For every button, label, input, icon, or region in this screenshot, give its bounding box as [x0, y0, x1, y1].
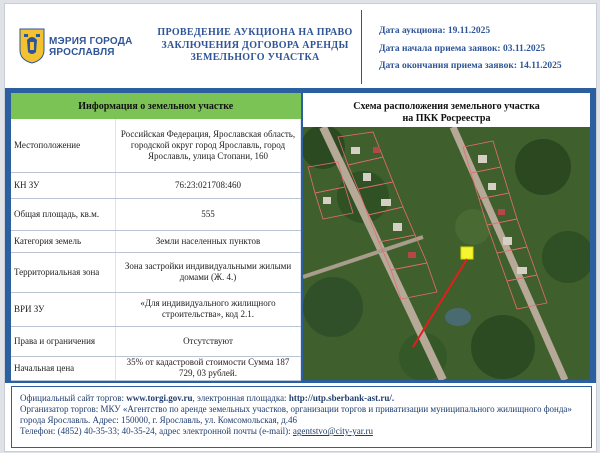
application-start-date: Дата начала приема заявок: 03.11.2025 — [379, 43, 546, 54]
footer-line-sites — [12, 393, 591, 404]
coat-of-arms-icon — [19, 28, 45, 64]
cadastral-map[interactable] — [303, 127, 590, 380]
official-site-link[interactable]: www.torgi.gov.ru — [126, 393, 193, 403]
row-label: Начальная цена — [11, 356, 116, 380]
row-label: Местоположение — [11, 119, 116, 172]
title-line: ПРОВЕДЕНИЕ АУКЦИОНА НА ПРАВО — [157, 27, 353, 38]
table-row — [11, 198, 301, 230]
row-value: Отсутствуют — [116, 326, 301, 356]
table-row — [11, 326, 301, 356]
email-link[interactable]: agentstvo@city-yar.ru — [292, 426, 373, 436]
auction-date: Дата аукциона: 19.11.2025 — [379, 26, 491, 36]
table-row — [11, 356, 301, 380]
platform-link[interactable]: http://utp.sberbank-ast.ru/. — [288, 393, 395, 403]
title-line: ЗЕМЕЛЬНОГО УЧАСТКА — [190, 52, 320, 63]
header — [5, 4, 596, 88]
auction-dates — [379, 23, 562, 76]
row-value: 35% от кадастровой стоимости Сумма 187 729, 03 рублей. — [116, 356, 301, 380]
row-label: Общая площадь, кв.м. — [11, 198, 116, 230]
row-value: Земли населенных пунктов — [116, 230, 301, 252]
row-label: Территориальная зона — [11, 252, 116, 292]
row-label: ВРИ ЗУ — [11, 292, 116, 326]
row-value: «Для индивидуального жилищного строительства», код 2.1. — [116, 292, 301, 326]
row-value: Российская Федерация, Ярославская область, городской округ город Ярославль, город Ярославль, улица Стопани, 160 — [116, 119, 301, 172]
info-heading: Информация о земельном участке — [11, 93, 301, 119]
row-label: Права и ограничения — [11, 326, 116, 356]
satellite-map-image — [303, 127, 590, 380]
table-row — [11, 292, 301, 326]
info-panel — [11, 93, 301, 380]
application-end-date: Дата окончания приема заявок: 14.11.2025 — [379, 61, 562, 71]
footer-line-contacts — [12, 426, 591, 437]
page-title — [155, 27, 355, 65]
map-title-line: на ПКК Росреестра — [402, 113, 491, 124]
row-value: 555 — [116, 198, 301, 230]
logo-line2: ЯРОСЛАВЛЯ — [49, 47, 115, 58]
row-label: КН ЗУ — [11, 172, 116, 198]
footer-text: Телефон: (4852) 40-35-33; 40-35-24, адрес электронной почты (e-mail): — [20, 426, 293, 436]
map-title-line: Схема расположения земельного участка — [353, 101, 540, 112]
table-row — [11, 230, 301, 252]
logo-line1: МЭРИЯ ГОРОДА — [49, 36, 133, 47]
footer — [11, 386, 592, 448]
map-title — [303, 101, 590, 125]
logo-text — [49, 36, 133, 58]
footer-organizer: Организатор торгов: МКУ «Агентство по аренде земельных участков, организации торгов и приватизации муниципального жилищного фонда» города Ярославль. Адрес: 150000, г. Ярославль, ул. Комсомольская, д.46 — [20, 404, 572, 425]
table-row — [11, 252, 301, 292]
logo — [19, 28, 149, 68]
page — [4, 3, 597, 452]
info-table — [11, 93, 301, 381]
row-value: Зона застройки индивидуальными жилыми домами (Ж. 4.) — [116, 252, 301, 292]
row-label: Категория земель — [11, 230, 116, 252]
row-value: 76:23:021708:460 — [116, 172, 301, 198]
divider — [361, 10, 362, 84]
footer-text: , электронная площадка: — [192, 393, 289, 403]
map-panel — [303, 93, 590, 380]
footer-text: Официальный сайт торгов: — [20, 393, 127, 403]
table-row — [11, 172, 301, 198]
main-band — [5, 88, 596, 383]
title-line: ЗАКЛЮЧЕНИЯ ДОГОВОРА АРЕНДЫ — [161, 39, 349, 51]
table-row — [11, 119, 301, 172]
